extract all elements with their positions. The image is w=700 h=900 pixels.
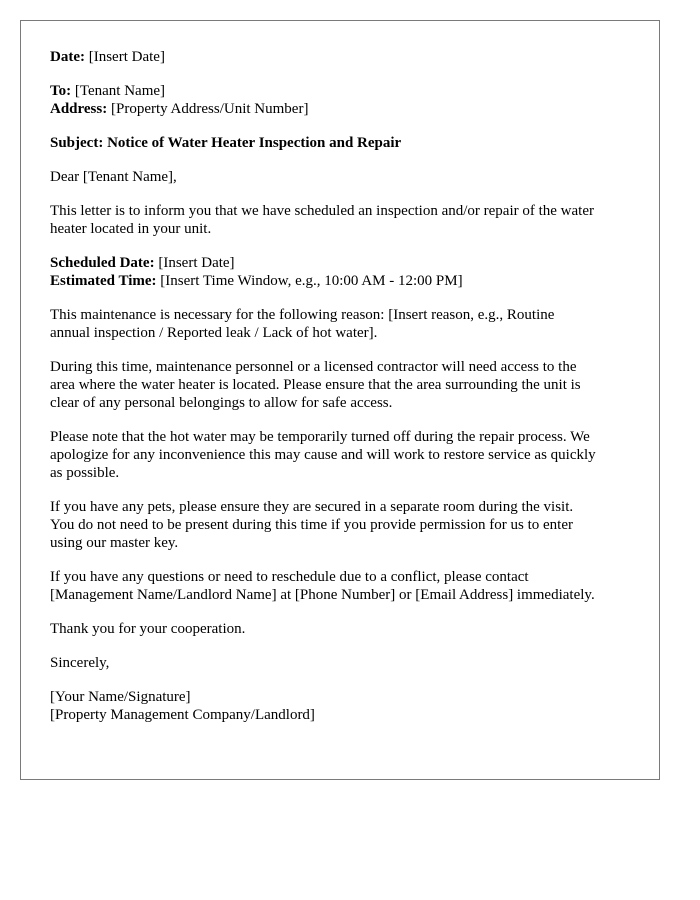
intro-line: This letter is to inform you that we have scheduled an inspection and/or repair of the water [50, 203, 594, 219]
schedule-block [50, 254, 631, 290]
scheduled-date-line [50, 254, 631, 272]
signature-block [50, 688, 631, 724]
reason-paragraph [50, 306, 631, 342]
questions-line: If you have any questions or need to reschedule due to a conflict, please contact [50, 569, 529, 585]
closing-line: Sincerely, [50, 655, 110, 671]
to-line [50, 82, 631, 100]
pets-paragraph [50, 498, 631, 552]
address-label: Address: [50, 101, 108, 117]
estimated-time-line [50, 272, 631, 290]
access-paragraph [50, 358, 631, 412]
scheduled-date-label: Scheduled Date: [50, 255, 155, 271]
address-value: [Property Address/Unit Number] [110, 101, 309, 117]
pets-line: using our master key. [50, 535, 179, 551]
scheduled-date-value: [Insert Date] [158, 255, 235, 271]
intro-line: heater located in your unit. [50, 221, 212, 237]
water-off-line: as possible. [50, 465, 120, 481]
water-off-line: Please note that the hot water may be temporarily turned off during the repair process. We [50, 429, 590, 445]
date-line [50, 48, 631, 66]
questions-paragraph [50, 568, 631, 604]
access-line: During this time, maintenance personnel or a licensed contractor will need access to the [50, 359, 577, 375]
reason-line: This maintenance is necessary for the following reason: [Insert reason, e.g., Routine [50, 307, 555, 323]
subject-line: Subject: Notice of Water Heater Inspection and Repair [50, 135, 402, 151]
to-value: [Tenant Name] [74, 83, 166, 99]
access-line: clear of any personal belongings to allow for safe access. [50, 395, 393, 411]
water-off-line: apologize for any inconvenience this may cause and will work to restore service as quickly [50, 447, 596, 463]
water-off-paragraph [50, 428, 631, 482]
estimated-time-label: Estimated Time: [50, 273, 157, 289]
letter-document [20, 20, 660, 780]
address-line [50, 100, 631, 118]
intro-paragraph [50, 202, 631, 238]
salutation: Dear [Tenant Name], [50, 169, 177, 185]
access-line: area where the water heater is located. Please ensure that the area surrounding the unit is [50, 377, 581, 393]
pets-line: You do not need to be present during this time if you provide permission for us to enter [50, 517, 573, 533]
date-block [50, 48, 631, 66]
signature-name: [Your Name/Signature] [50, 689, 191, 705]
signature-company: [Property Management Company/Landlord] [50, 707, 315, 723]
pets-line: If you have any pets, please ensure they are secured in a separate room during the visit. [50, 499, 574, 515]
recipient-block [50, 82, 631, 118]
to-label: To: [50, 83, 72, 99]
reason-line: annual inspection / Reported leak / Lack of hot water]. [50, 325, 378, 341]
date-value: [Insert Date] [88, 49, 165, 65]
thanks-line: Thank you for your cooperation. [50, 621, 246, 637]
questions-line: [Management Name/Landlord Name] at [Phone Number] or [Email Address] immediately. [50, 587, 595, 603]
date-label: Date: [50, 49, 85, 65]
estimated-time-value: [Insert Time Window, e.g., 10:00 AM - 12:00 PM] [160, 273, 463, 289]
